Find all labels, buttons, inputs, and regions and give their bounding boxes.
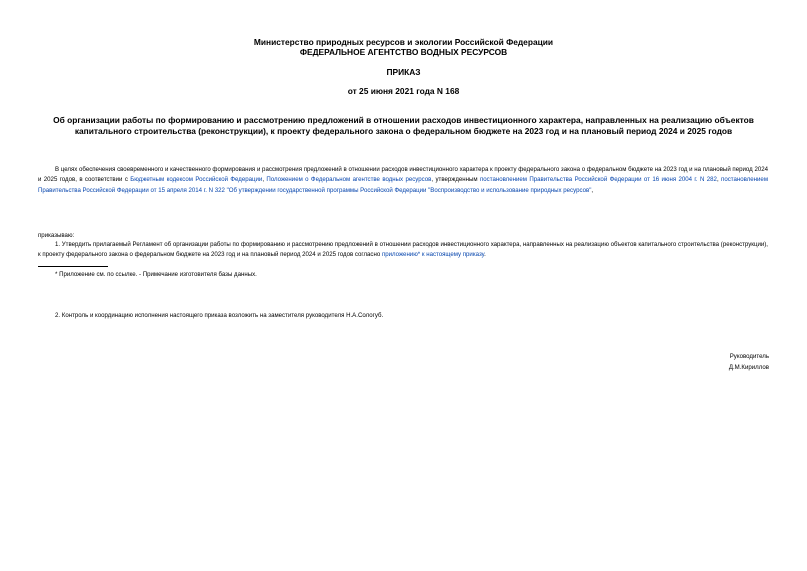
document-title: Об организации работы по формированию и рассмотрению предложений в отношении расходов инвестиционного характера, направленных на реализацию объектов капитального строительства (реконструкции), к проекту федерального закона о федеральном бюджете на 2023 год и на плановый период 2024 и 2025 годов [53, 115, 754, 136]
preamble-text-3: , [591, 186, 594, 194]
footnote-divider [38, 266, 108, 267]
footnote: * Приложение см. по ссылке. - Примечание изготовителя базы данных. [55, 271, 257, 278]
document-date: от 25 июня 2021 года N 168 [347, 86, 460, 96]
document-type: ПРИКАЗ [386, 67, 421, 77]
agency-name: ФЕДЕРАЛЬНОЕ АГЕНТСТВО ВОДНЫХ РЕСУРСОВ [299, 47, 508, 57]
decree-322-link[interactable]: постановлением Правительства Российской Федерации от 15 апреля 2014 г. N 322 "Об утверждении государственной программы Российской Федерации "Воспроизводство и использование природных ресурсов" [38, 176, 769, 194]
order-word: приказываю: [38, 232, 75, 239]
signatory-name: Д.М.Кириллов [728, 364, 769, 371]
item-1-text: 1. Утвердить прилагаемый Регламент об организации работы по формированию и рассмотрению предложений в отношении расходов инвестиционного характера, направленных на реализацию объектов капитального строительства (реконструкции), к проекту федерального закона о федеральном бюджете на 2023 год и на плановый период 2024 и 2025 годов согласно [38, 241, 768, 259]
preamble-separator-1: , [262, 176, 267, 184]
preamble-separator-2: , [716, 176, 722, 184]
appendix-link[interactable]: приложению* к настоящему приказу [381, 251, 485, 259]
preamble-text-2: , утвержденным [431, 176, 480, 184]
item-1-end: . [484, 251, 486, 259]
order-item-1 [38, 240, 768, 261]
order-item-2: 2. Контроль и координацию исполнения настоящего приказа возложить на заместителя руководителя Н.А.Сологуб. [55, 312, 384, 319]
regulation-link[interactable]: Положением о Федеральном агентстве водных ресурсов [266, 176, 432, 184]
preamble-paragraph [38, 165, 768, 196]
signatory-position: Руководитель [729, 353, 769, 360]
decree-282-link[interactable]: постановлением Правительства Российской Федерации от 16 июня 2004 г. N 282 [479, 176, 717, 184]
preamble-text-1: В целях обеспечения своевременного и качественного формирования и рассмотрения предложений в отношении расходов инвестиционного характера к проекту федерального закона о федеральном бюджете на 2023 год и на плановый период 2024 и 2025 годов, в соответствии с [38, 166, 768, 184]
budget-code-link[interactable]: Бюджетным кодексом Российской Федерации [130, 176, 263, 184]
ministry-name: Министерство природных ресурсов и экологии Российской Федерации [253, 37, 554, 47]
